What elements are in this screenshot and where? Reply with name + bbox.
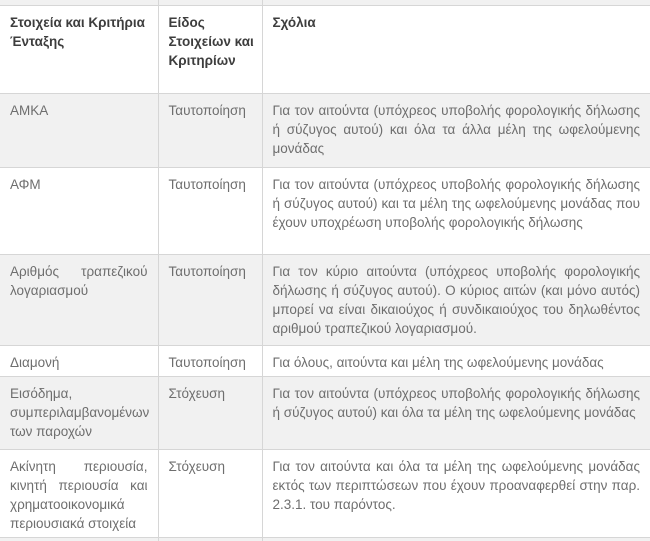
table-row [0,345,650,376]
clipped-next-row-strip [0,538,650,541]
table-row [0,93,650,167]
comment-cell: Για όλους, αιτούντα και μέλη της ωφελούμενης μονάδας [262,345,650,376]
comment-cell: Για τον αιτούντα (υπόχρεος υποβολής φορολογικής δήλωσης ή σύζυγος αυτού) και τα μέλη της ωφελούμενης μονάδας που έχουν υποχρέωση υποβολής φορολογικής δήλωσης [262,167,650,254]
type-cell: Ταυτοποίηση [158,93,262,167]
criterion-cell: Διαμονή [10,354,60,370]
comment-cell: Για τον αιτούντα (υπόχρεος υποβολής φορολογικής δήλωσης ή σύζυγος αυτού) και όλα τα μέλη της ωφελούμενης μονάδας [262,376,650,449]
column-header-type: Είδος Στοιχείων και Κριτηρίων [158,6,262,93]
type-cell: Στόχευση [158,449,262,537]
table-header-row [0,6,650,93]
table-row [0,167,650,254]
criterion-cell: Εισόδημα, συμπεριλαμβανομένων των παροχών [10,385,150,439]
criterion-cell: ΑΦΜ [10,176,41,192]
criterion-cell: ΑΜΚΑ [10,102,49,118]
column-header-comments: Σχόλια [262,6,650,93]
type-cell: Στόχευση [158,376,262,449]
criteria-table [0,6,650,538]
table-row [0,376,650,449]
type-cell: Ταυτοποίηση [158,254,262,345]
table-row [0,254,650,345]
type-cell: Ταυτοποίηση [158,167,262,254]
type-cell: Ταυτοποίηση [158,345,262,376]
criterion-cell: Αριθμός τραπεζικού λογαριασμού [10,263,148,298]
comment-cell: Για τον αιτούντα (υπόχρεος υποβολής φορολογικής δήλωσης ή σύζυγος αυτού) και όλα τα άλλα μέλη της ωφελούμενης μονάδας [262,93,650,167]
comment-cell: Για τον κύριο αιτούντα (υπόχρεος υποβολής φορολογικής δήλωσης ή σύζυγος αυτού). Ο κύριος αιτών (και μόνο αυτός) μπορεί να είναι δικαιούχος ή συνδικαιούχος του δηλωθέντος αριθμού τραπεζικού λογαριασμού. [262,254,650,345]
comment-cell: Για τον αιτούντα και όλα τα μέλη της ωφελούμενης μονάδας εκτός των περιπτώσεων που έχουν προαναφερθεί στην παρ. 2.3.1. του παρόντος. [262,449,650,537]
criterion-cell: Ακίνητη περιουσία, κινητή περιουσία και χρηματοοικονομικά περιουσιακά στοιχεία [10,458,148,531]
table-row [0,449,650,537]
column-header-criteria: Στοιχεία και Κριτήρια Ένταξης [10,15,145,49]
